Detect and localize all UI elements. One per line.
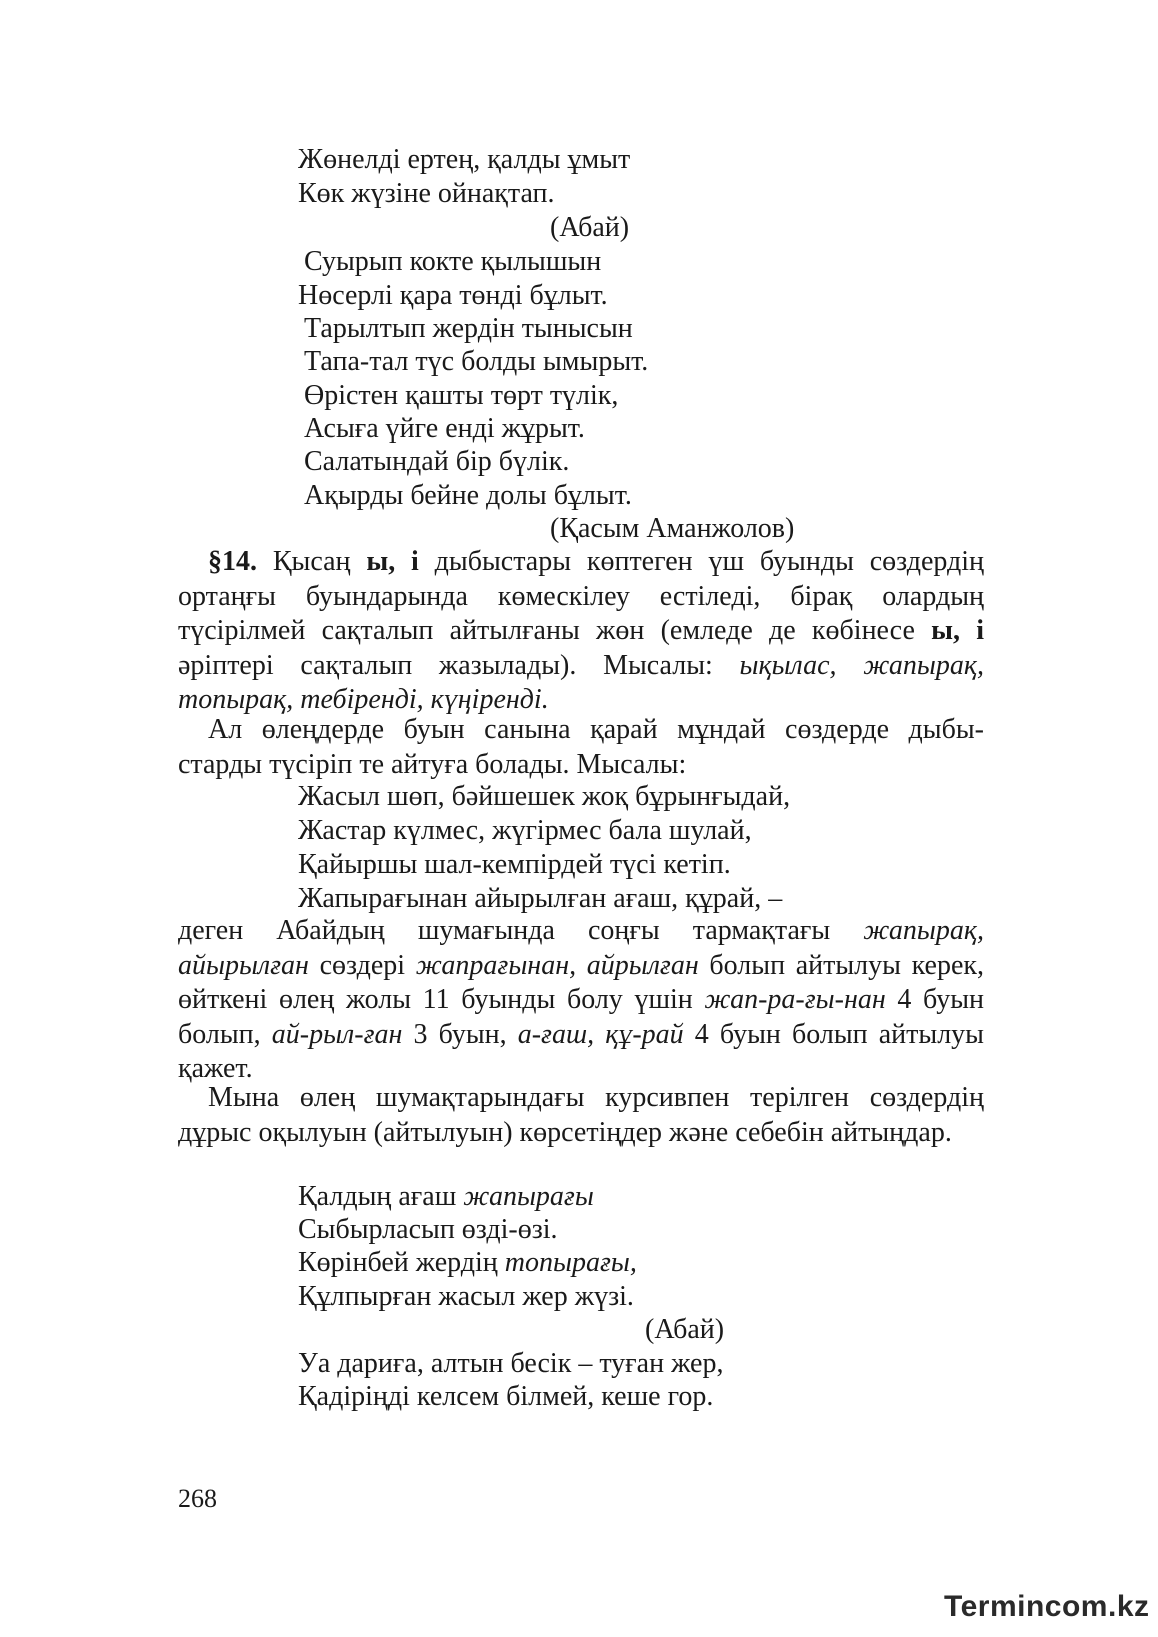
poem-line: Сыбырласып өзді-өзі. <box>298 1214 558 1245</box>
poem-line: Құлпырған жасыл жер жүзі. <box>298 1281 634 1312</box>
poem-line: Тапа-тал түс болды ымырыт. <box>304 346 649 377</box>
poem-line: Нөсерлі қара төнді бұлыт. <box>298 280 608 311</box>
poem-line: Тарылтып жердін тынысын <box>304 313 633 344</box>
poem-line: Уа дариға, алтын бесік – туған жер, <box>298 1348 724 1379</box>
poem-line: Өрістен қашты төрт түлік, <box>304 380 619 411</box>
poem-author: (Қасым Аманжолов) <box>550 513 795 544</box>
poem-line: Қалдың ағаш жапырағы <box>298 1181 594 1212</box>
poem-author: (Абай) <box>550 212 630 243</box>
poem-line: Суырып кокте қылышын <box>304 246 602 277</box>
poem-author: (Абай) <box>645 1314 725 1345</box>
paragraph: деген Абайдың шумағында соңғы тармақтағы жапырақ, айырылған сөздері жапрағынан, айрылған болып айтылуы керек, өйткені өлең жолы 11 буынды болу үшін жап-ра-ғы-нан 4 буын болып, ай-рыл-ған 3 буын, а-ғаш, құ-рай 4 буын болып айтылуы қажет. <box>178 915 985 1085</box>
poem-line: Қайыршы шал-кемпірдей түсі кетіп. <box>298 849 731 880</box>
poem-line: Қадіріңді келсем білмей, кеше гор. <box>298 1381 714 1412</box>
poem-line: Асыға үйге енді жұрыт. <box>304 413 585 444</box>
section-number: §14. <box>208 546 257 577</box>
section-paragraph: §14. Қысаң ы, і дыбыстары көптеген үш буынды сөздердің ортаңғы буындарында көмескілеу естіледі, бірақ олардың түсірілмей сақталып айтылғаны жөн (емледе де көбінесе ы, і әріптері сақталып жазылады). Мысалы: ықылас, жапырақ, топырақ, тебіренді, күңіренді. <box>178 546 985 716</box>
poem-line: Жөнелді ертең, қалды ұмыт <box>298 144 631 175</box>
paragraph: Ал өлеңдерде буын санына қарай мұндай сөздерде дыбы- старды түсіріп те айтуға болады. Мысалы: <box>178 714 984 780</box>
poem-line: Жасыл шөп, бәйшешек жоқ бұрынғыдай, <box>298 781 791 812</box>
watermark-logo: Termincom.kz <box>944 1590 1150 1623</box>
paragraph: Мына өлең шумақтарындағы курсивпен терілген сөздердің дұрыс оқылуын (айтылуын) көрсетіңдер және себебін айтыңдар. <box>178 1082 984 1148</box>
poem-line: Жапырағынан айырылған ағаш, құрай, – <box>298 883 783 914</box>
poem-line: Салатындай бір бүлік. <box>304 446 570 477</box>
poem-line: Көрінбей жердің топырағы, <box>298 1247 637 1278</box>
poem-line: Ақырды бейне долы бұлыт. <box>304 480 632 511</box>
poem-line: Көк жүзіне ойнақтап. <box>298 178 555 209</box>
poem-line: Жастар күлмес, жүгірмес бала шулай, <box>298 815 752 846</box>
page-number: 268 <box>178 1484 217 1513</box>
